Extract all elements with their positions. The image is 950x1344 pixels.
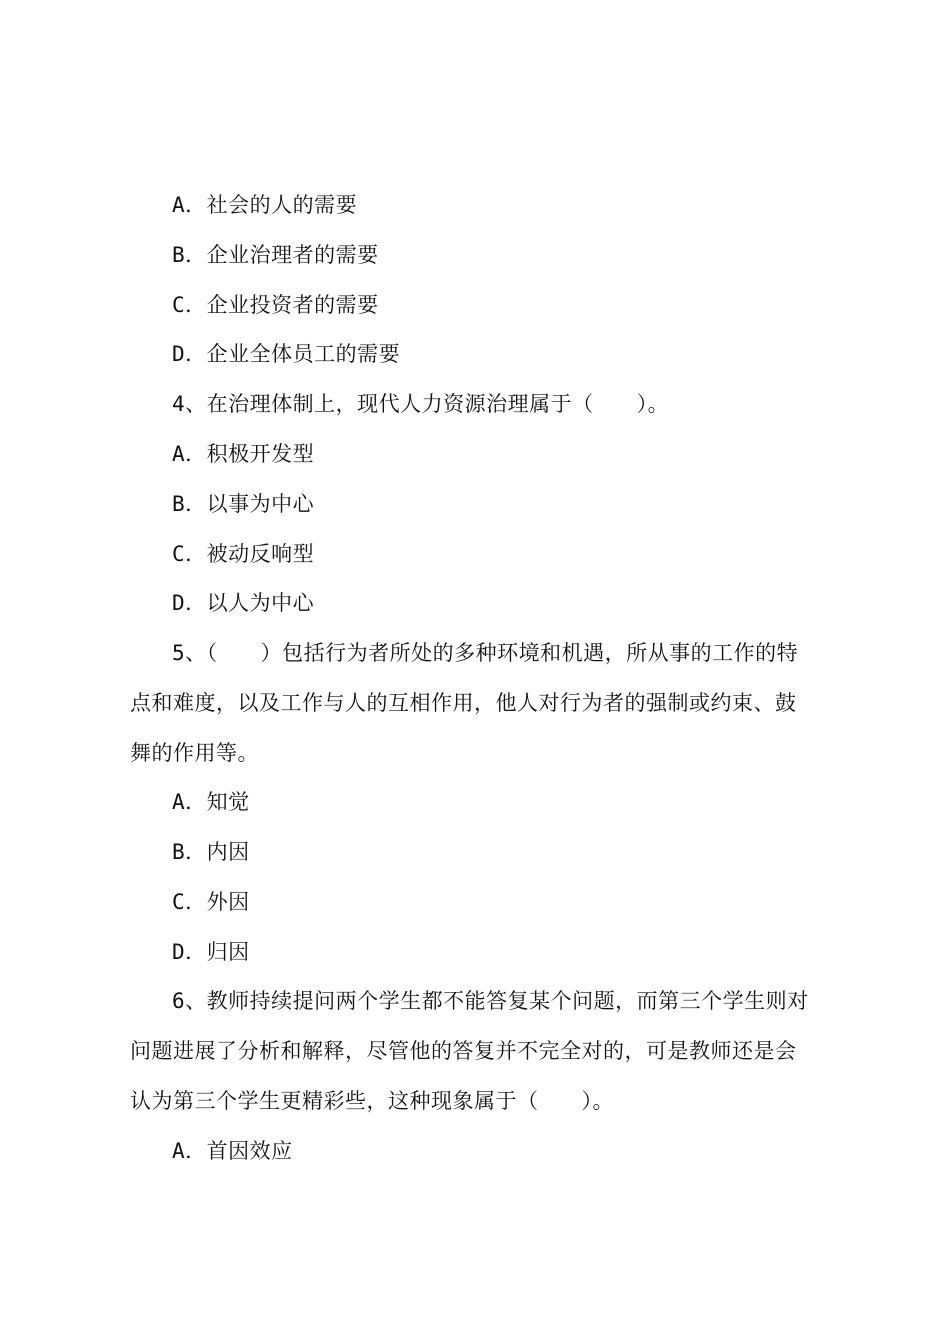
q6-stem-line-1: 6、教师持续提问两个学生都不能答复某个问题，而第三个学生则对 [172,989,809,1013]
q5-stem-line-3: 舞的作用等。 [130,741,259,765]
q5-stem-line-1: 5、（ ）包括行为者所处的多种环境和机遇，所从事的工作的特 [172,641,799,665]
q5-stem-line-2: 点和难度，以及工作与人的互相作用，他人对行为者的强制或约束、鼓 [130,691,797,715]
q4-option-d: D．以人为中心 [172,591,315,615]
q4-option-a: A．积极开发型 [172,442,315,466]
q5-option-d: D．归因 [172,940,250,964]
q5-option-c: C．外因 [172,890,250,914]
q5-option-a: A．知觉 [172,790,250,814]
q4-option-c: C．被动反响型 [172,542,315,566]
q5-option-b: B．内因 [172,840,250,864]
q3-option-d: D．企业全体员工的需要 [172,342,401,366]
q4-stem: 4、在治理体制上，现代人力资源治理属于（ ）。 [172,392,670,416]
q6-option-a: A．首因效应 [172,1139,293,1163]
q3-option-c: C．企业投资者的需要 [172,293,379,317]
q6-stem-line-3: 认为第三个学生更精彩些，这种现象属于（ ）。 [130,1089,614,1113]
q3-option-b: B．企业治理者的需要 [172,243,379,267]
q4-option-b: B．以事为中心 [172,492,315,516]
q6-stem-line-2: 问题进展了分析和解释，尽管他的答复并不完全对的，可是教师还是会 [130,1039,797,1063]
q3-option-a: A．社会的人的需要 [172,193,358,217]
